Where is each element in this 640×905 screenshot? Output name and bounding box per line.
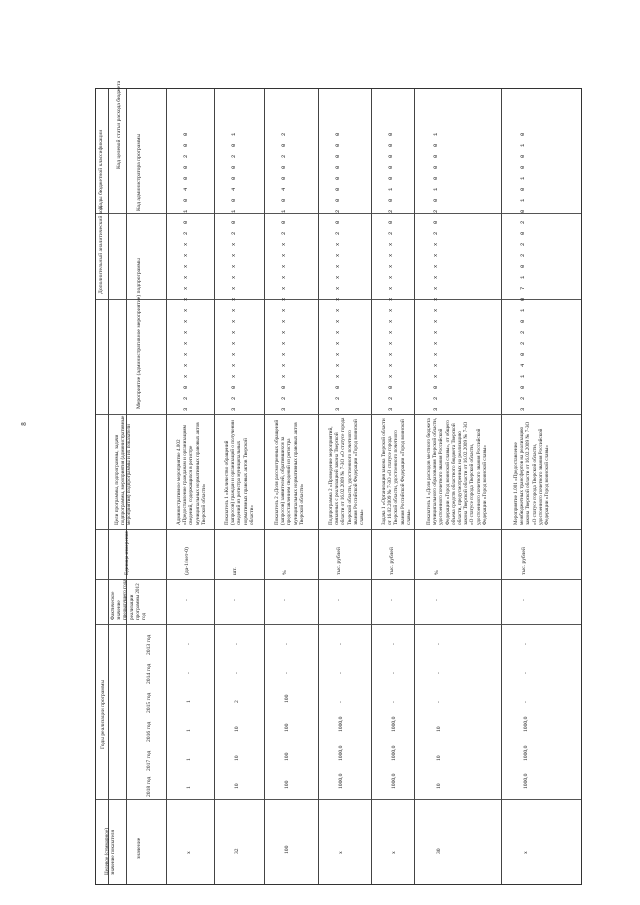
row-year-value: - xyxy=(234,643,240,645)
year-2015: 2015 год xyxy=(146,692,152,713)
row-year-value: 10 xyxy=(234,726,240,732)
row-sep-2 xyxy=(264,89,265,884)
row-year-value: - xyxy=(523,701,529,703)
row-year-value: - xyxy=(436,643,442,645)
row-year-value: 1 xyxy=(186,700,192,703)
year-2014: 2014 год xyxy=(146,663,152,684)
row-fact: - xyxy=(389,599,395,601)
row-year-value: 1000,0 xyxy=(523,716,529,732)
row-sep-3 xyxy=(318,89,319,884)
row-year-value: - xyxy=(523,672,529,674)
row-text: Показатель 1 «Доля расходов местного бюджета муниципального образования Тверской области, удостоенного почетного звания Российской Федерации «Город воинской славы», от общего объема средств областного бюджета Тверской области, предусмотренных на реализацию закона Тверской области от 16.02.2009 № 7-ЗО «О статусе города Тверской области, удостоенного почетного звания Российской Федерации «Город воинской славы» xyxy=(426,416,488,525)
row-fact: - xyxy=(336,599,342,601)
row-year-value: 1 xyxy=(186,729,192,732)
row-sep-4 xyxy=(371,89,372,884)
row-target: x xyxy=(523,851,529,854)
header-top-line xyxy=(108,89,109,884)
row-fact: - xyxy=(521,599,527,601)
row-year-value: - xyxy=(284,643,290,645)
header-target-group: Целевое (суммарное) значение показателя xyxy=(104,826,117,875)
header-unit: Единица измерения xyxy=(124,531,130,575)
header-fact: Фактическое значение предыдущего года реализации программы 2012 год xyxy=(110,578,148,620)
row-sep-6 xyxy=(501,89,502,884)
row-year-value: 1 xyxy=(186,786,192,789)
row-target: x xyxy=(186,851,192,854)
row-unit: тыс. рублей xyxy=(389,547,395,575)
row-unit: (да-1/нет-0) xyxy=(184,547,190,575)
header-bottom-line xyxy=(166,89,167,884)
row-year-value: 1000,0 xyxy=(391,745,397,761)
row-unit: тыс. рублей xyxy=(521,547,527,575)
row-text: Мероприятие 1.001 «Предоставление межбюджетных трансфертов на реализацию закона Тверской области от 16.02.2009 № 7-ЗО «О статусе города Тверской области, удостоенного почетного звания Российской Федерации «Город воинской славы» xyxy=(513,420,551,525)
row-codes: 3 2 0 x x x x x x x x x x x x x 2 0 1 0 4 0 0 2 0 1 xyxy=(230,130,237,411)
row-year-value: - xyxy=(186,672,192,674)
year-2013: 2013 год xyxy=(146,634,152,655)
row-year-value: 100 xyxy=(284,723,290,732)
year-2017: 2017 год xyxy=(146,750,152,771)
row-codes: 3 2 0 x x x x x x x x x x x x x 2 0 1 0 4 0 0 2 0 2 xyxy=(280,130,287,411)
row-year-value: - xyxy=(338,672,344,674)
divider-fact-years xyxy=(96,624,581,625)
row-year-value: 10 xyxy=(234,783,240,789)
row-year-value: - xyxy=(523,643,529,645)
row-year-value: 1000,0 xyxy=(391,773,397,789)
row-year-value: 1000,0 xyxy=(523,773,529,789)
row-codes: 3 2 0 x x x x x x x x x x x x x 2 0 2 0 1 0 0 0 0 0 xyxy=(387,130,394,411)
row-target: x xyxy=(391,851,397,854)
row-text: Показатель 1 «Количество обращений (запросов) граждан и организаций о получении сведений из регистра муниципальных нормативных правовых актов Тверской области» xyxy=(224,418,255,525)
row-fact: - xyxy=(184,599,190,601)
row-fact: - xyxy=(434,599,440,601)
row-year-value: - xyxy=(338,643,344,645)
row-text: Задача 1 «Организация закона Тверской области от 16.02.2009 № 7-ЗО «О статусе города Тверской области, удостоенного почетного звания Российской Федерации «Город воинской славы» xyxy=(381,417,412,525)
row-unit: тыс. рублей xyxy=(336,547,342,575)
row-year-value: 10 xyxy=(436,755,442,761)
row-year-value: 10 xyxy=(436,783,442,789)
row-target: 100 xyxy=(284,845,290,854)
header-target-article: Код целевой статьи расхода бюджета xyxy=(116,80,122,169)
row-year-value: - xyxy=(391,643,397,645)
divider-analytic-text xyxy=(96,414,581,415)
row-codes: 3 2 0 x x x x x x x x x x x x x 2 0 1 0 4 0 0 2 0 0 xyxy=(182,130,189,411)
row-year-value: 100 xyxy=(284,752,290,761)
row-sep-5 xyxy=(414,89,415,884)
row-codes: 3 2 0 1 4 0 2 2 0 1 0 7 1 0 2 2 0 2 0 1 0 1 0 0 1 0 xyxy=(519,130,526,411)
year-2016: 2016 год xyxy=(146,721,152,742)
row-codes: 3 2 0 x x x x x x x x x x x x x 2 0 2 0 1 0 0 0 0 1 xyxy=(432,130,439,411)
row-year-value: - xyxy=(391,701,397,703)
header-an-admin: Мероприятие (административное мероприятие) подпрограммы xyxy=(136,258,142,409)
row-year-value: 10 xyxy=(436,726,442,732)
row-target: 30 xyxy=(436,848,442,854)
row-fact: - xyxy=(282,599,288,601)
row-year-value: - xyxy=(234,672,240,674)
row-year-value: 100 xyxy=(284,780,290,789)
row-year-value: 10 xyxy=(234,755,240,761)
program-table xyxy=(95,80,582,885)
header-years-group: Годы реализации программы xyxy=(100,679,106,749)
row-unit: % xyxy=(434,570,440,575)
row-year-value: - xyxy=(436,701,442,703)
row-sep-1 xyxy=(214,89,215,884)
row-codes: 3 2 0 x x x x x x x x x x x x x 2 0 2 0 0 0 0 0 0 0 xyxy=(334,130,341,411)
header-admin-code: Код администратора программы xyxy=(136,133,142,211)
row-year-value: 100 xyxy=(284,694,290,703)
row-year-value: 1000,0 xyxy=(391,716,397,732)
row-target: 32 xyxy=(234,848,240,854)
row-year-value: - xyxy=(436,672,442,674)
row-year-value: - xyxy=(284,672,290,674)
header-target-value: значение xyxy=(136,837,142,859)
row-text: Подпрограмма 2 «Проведение мероприятий, связанных с реализацией закона Тверской области от 16.02.2009 № 7-ЗО «О статусе города Тверской области, удостоенного почетного звания Российской Федерации «Город воинской славы» xyxy=(328,416,366,525)
divider-unit-fact xyxy=(96,579,581,580)
header-group-kbk: Коды бюджетной классификации xyxy=(98,129,104,209)
divider-text-unit xyxy=(96,529,581,530)
row-fact: - xyxy=(232,599,238,601)
row-year-value: - xyxy=(338,701,344,703)
row-year-value: - xyxy=(391,672,397,674)
header-goal-column: Цели программы, подпрограммы, задачи подпрограммы, мероприятия (административные мероприятия) подпрограммы и их показатели xyxy=(114,414,133,525)
header-group-additional: Дополнительный аналитический код xyxy=(98,206,104,294)
row-year-value: - xyxy=(186,643,192,645)
row-year-value: 1000,0 xyxy=(338,773,344,789)
row-unit: шт. xyxy=(232,567,238,575)
row-year-value: 1000,0 xyxy=(338,716,344,732)
row-unit: % xyxy=(282,570,288,575)
row-target: x xyxy=(338,851,344,854)
row-year-value: 1 xyxy=(186,758,192,761)
year-2018: 2018 год xyxy=(146,776,152,797)
row-text: Административное мероприятие 4.002 «Предоставление гражданам и организациям сведений, содержащихся в регистре муниципальных нормативных правовых актов Тверской области» xyxy=(176,421,207,525)
page-number: 8 xyxy=(19,422,28,426)
divider-years-target xyxy=(96,799,581,800)
row-year-value: 1000,0 xyxy=(338,745,344,761)
row-text: Показатель 2 «Доля рассмотренных обращений (запросов) заявителей, обратившихся за предоставлением сведений из регистра муниципальных нормативных правовых актов Тверской области» xyxy=(274,418,305,525)
row-year-value: 1000,0 xyxy=(523,745,529,761)
row-year-value: 2 xyxy=(234,700,240,703)
